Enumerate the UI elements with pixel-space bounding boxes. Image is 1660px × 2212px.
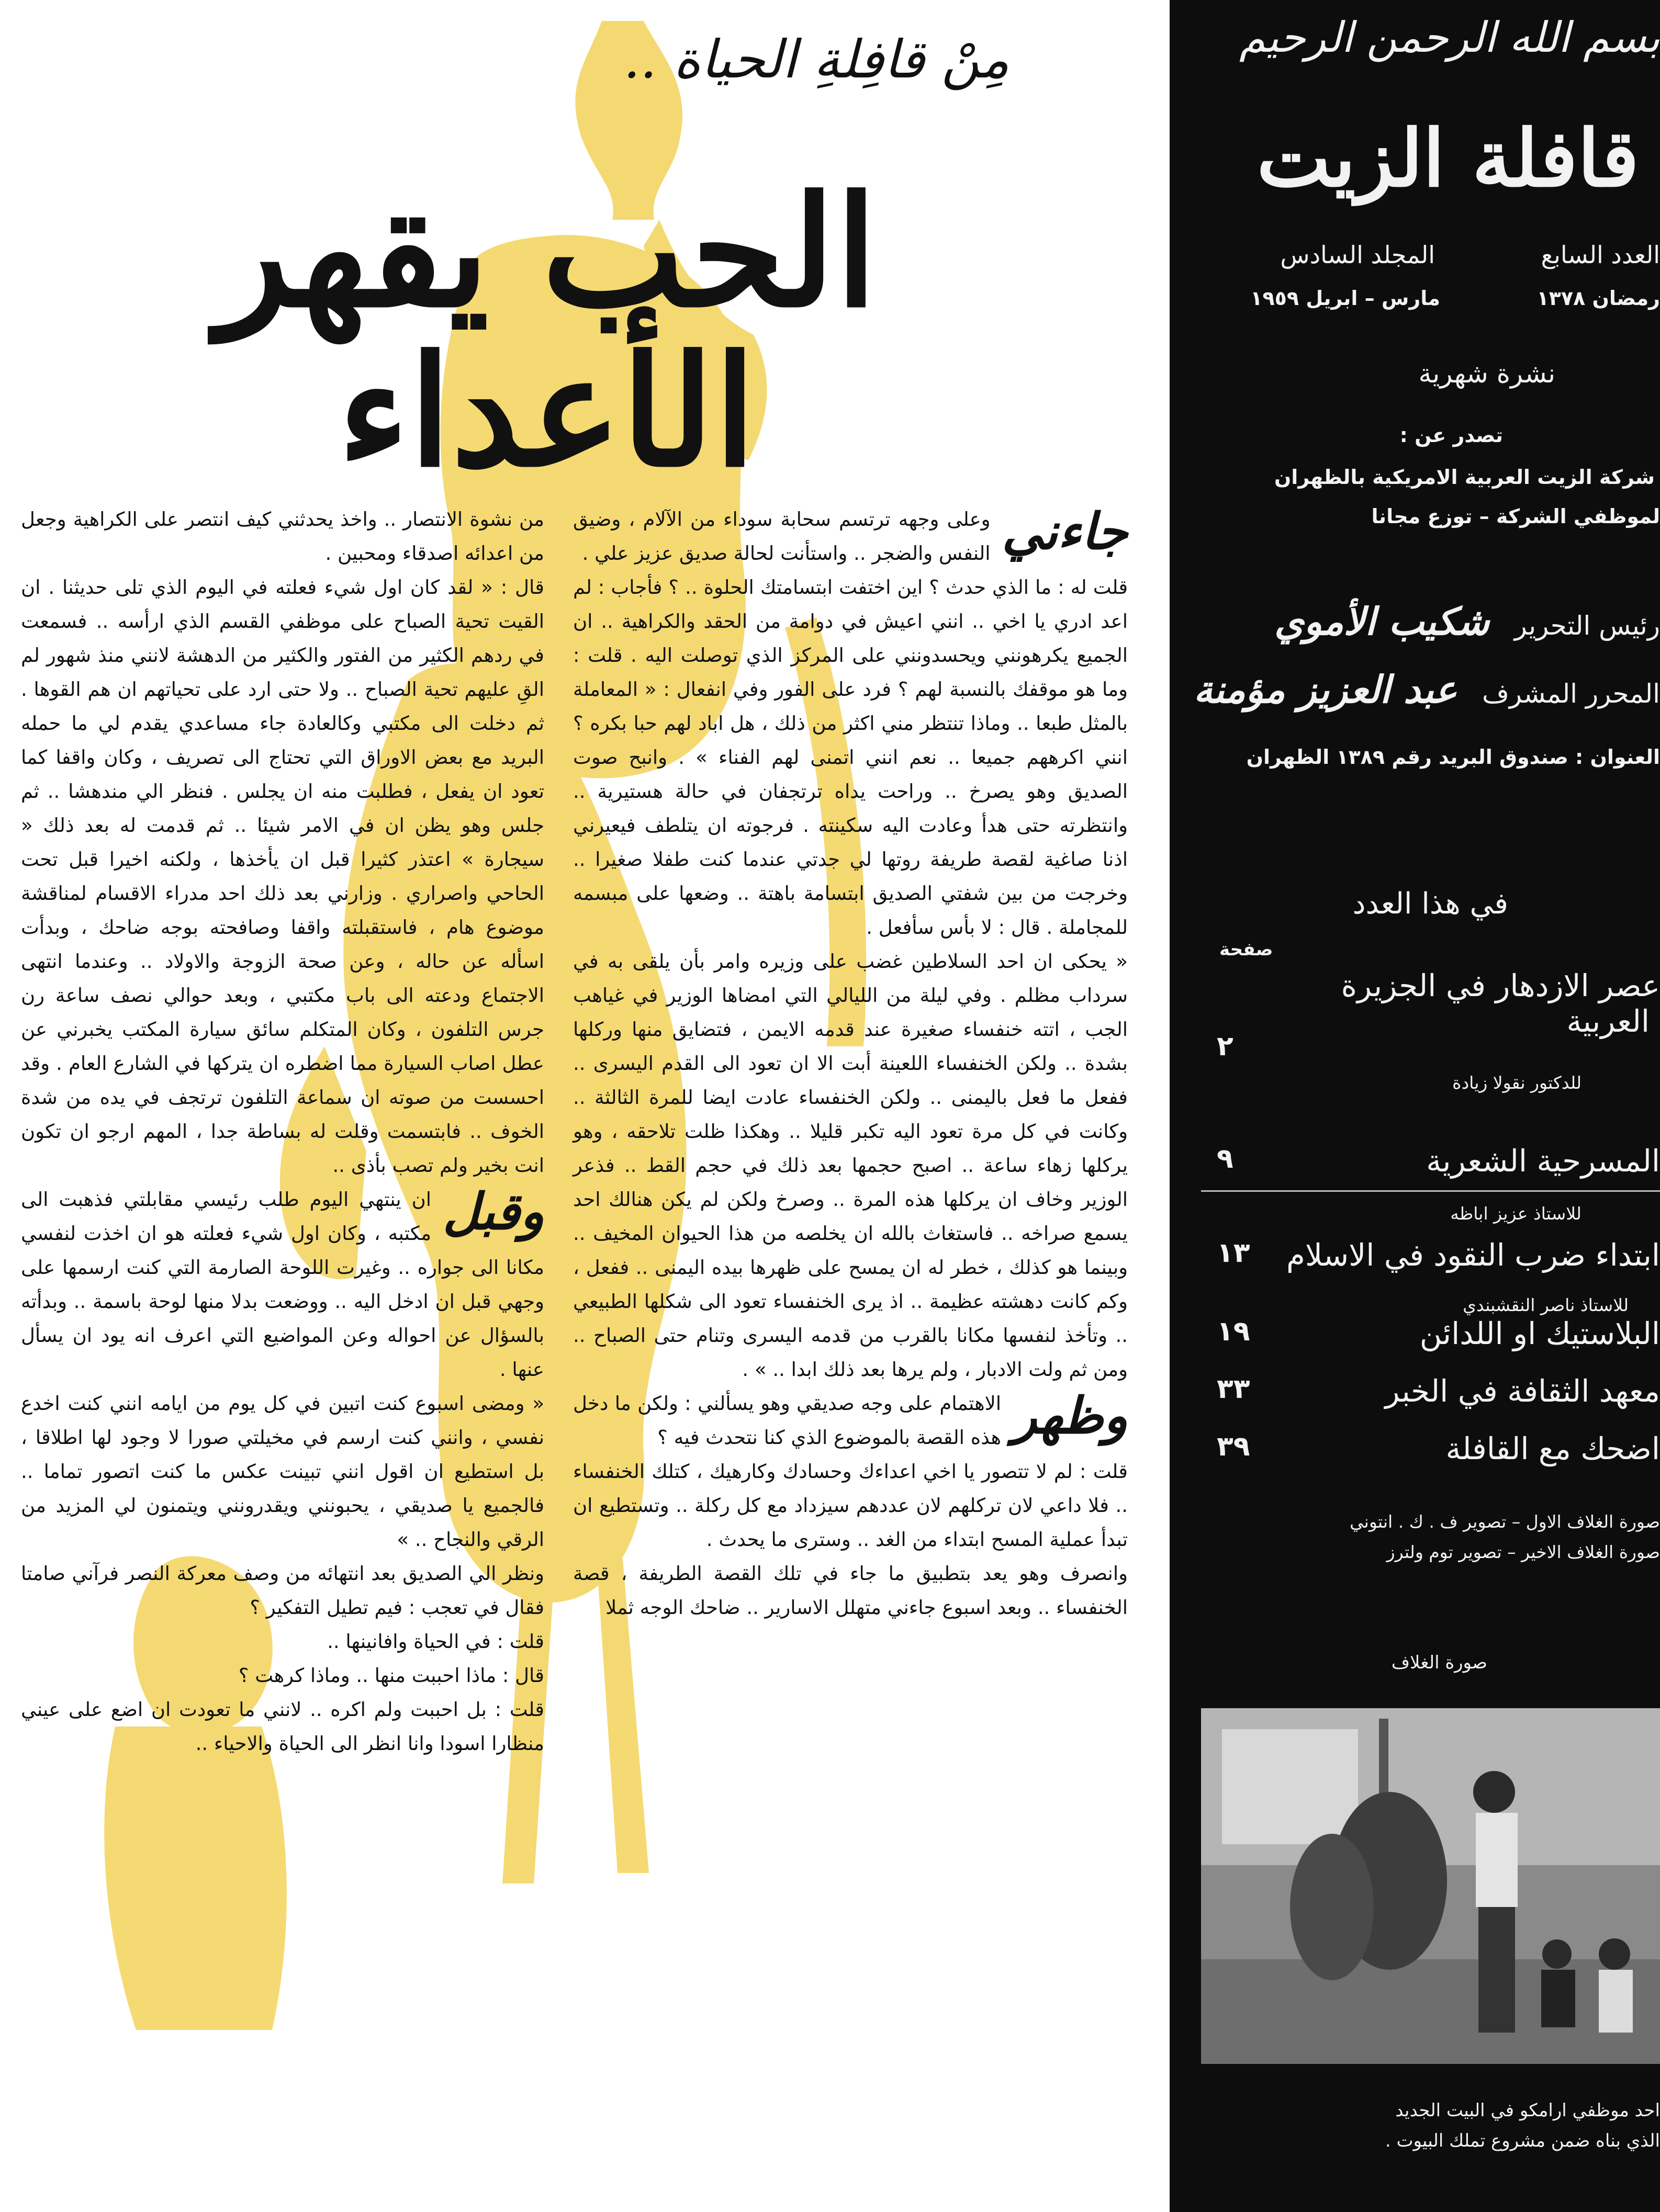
article-headline: الحب يقهر الأعداء (216, 163, 878, 501)
toc-entry[interactable] (1170, 968, 1660, 1093)
toc-title-cont: العربية (1566, 1003, 1650, 1039)
caption-line-2: الذي بناه ضمن مشروع تملك البيوت . (1385, 2130, 1660, 2151)
toc-title: ابتداء ضرب النقود في الاسلام (1286, 1237, 1660, 1273)
toc-title: معهد الثقافة في الخبر (1385, 1373, 1660, 1409)
magazine-title: قافلة الزيت (1257, 112, 1639, 205)
published-by-label: تصدر عن : (1399, 424, 1503, 447)
toc-author: للاستاذ ناصر النقشبندي (1463, 1295, 1629, 1315)
toc-entry[interactable] (1170, 1431, 1660, 1466)
paragraph: وعلى وجهه ترتسم سحابة سوداء من الآلام ، وضيق النفس والضجر .. واستأنت لحالة صديق عزيز علي . (573, 508, 991, 565)
editor-label: رئيس التحرير (1514, 611, 1660, 641)
distribution-note: لموظفي الشركة – توزع مجانا (1371, 505, 1660, 528)
editor-row (1274, 599, 1660, 644)
frequency: نشرة شهرية (1418, 358, 1555, 389)
paragraph: قال : « لقد كان اول شيء فعلته في اليوم الذي تلى حديثنا . ان القيت تحية الصباح على موظفي القسم الذي ارأسه .. فسمعت في ردهم الكثير من الفتور والكثير من الدهشة لانني منذ شهور لم القِ عليهم تحية الصباح .. ولا حتى ارد على تحياتهم ان هم القوها . ثم دخلت الى مكتبي وكالعادة جاء مساعدي يقدم لي ما حمله البريد مع بعض الاوراق التي تحتاج الى تصريف ، وكان واقفا كما تعود ان يفعل ، فطلبت منه ان يجلس . فنظر الي مندهشا .. ثم جلس وهو يظن ان في الامر شيئا .. ثم قدمت له بعد ذلك « سيجارة » اعتذر كثيرا قبل ان يأخذها ، ولكنه اخيرا قبل تحت الحاحي واصراري . وزارني بعد ذلك احد مدراء الاقسام لمناقشة موضوع هام ، فاستقبلته واقفا وصافحته بوجه ضاحك ، وبدأت اسأله عن حاله ، وعن صحة الزوجة والاولاد .. وعندما انتهى الاجتماع ودعته الى باب مكتبي ، وبعد حوالي نصف ساعة رن جرس التلفون ، وكان المتكلم سائق سيارة المكتب يخبرني عن عطل اصاب السيارة مما اضطره ان يتركها في الشارع العام . وقد احسست من صوته ان سماعة التلفون ترتجف في يده من شدة الخوف .. فابتسمت وقلت له بساطة جدا ، المهم ارجو ان تكون انت بخير ولم تصب بأذى .. (21, 576, 544, 1177)
volume-number: المجلد السادس (1280, 241, 1435, 269)
basmala: بسم الله الرحمن الرحيم (1239, 13, 1660, 62)
postal-address: العنوان : صندوق البريد رقم ١٣٨٩ الظهران (1246, 746, 1660, 769)
publisher: شركة الزيت العربية الامريكية بالظهران (1274, 466, 1655, 489)
dropcap-1: جاءني (1002, 502, 1128, 561)
supervisor-label: المحرر المشرف (1482, 679, 1660, 709)
issue-number: العدد السابع (1541, 241, 1660, 269)
caption-line-1: احد موظفي ارامكو في البيت الجديد (1395, 2100, 1660, 2121)
paragraph: « ومضى اسبوع كنت اتبين في كل يوم من ايامه انني كنت اخدع نفسي ، وانني كنت ارسم في مخيلتي صورا لا وجود لها اطلاقا ، بل استطيع ان اقول انني تبينت عكس ما كنت اتصور تماما .. فالجميع يا صديقي ، يحبونني ويقدرونني ويتمنون لي المزيد من الرقي والنجاح .. » (21, 1392, 544, 1551)
page-column-header: صفحة (1219, 939, 1273, 960)
paragraph: قلت : في الحياة وافانينها .. (327, 1630, 544, 1653)
credit-back-cover: صورة الغلاف الاخير – تصوير توم ولترز (1386, 1542, 1660, 1562)
toc-page: ٢ (1217, 1031, 1233, 1062)
paragraph: قلت : بل احببت ولم اكره .. لانني ما تعودت ان اضع على عيني منظارا اسودا وانا انظر الى الحياة والاحياء .. (21, 1698, 544, 1755)
toc-author: للاستاذ عزيز اباظه (1450, 1203, 1582, 1224)
cover-photo-caption (1191, 2095, 1660, 2156)
paragraph: ونظر الي الصديق بعد انتهائه من وصف معركة النصر فرآني صامتا فقال في تعجب : فيم تطيل التفكير ؟ (21, 1562, 544, 1619)
cover-photo (1201, 1708, 1660, 2064)
toc-divider (1201, 1190, 1660, 1192)
editor-name: شكيب الأموي (1274, 599, 1489, 644)
contents-title: في هذا العدد (1352, 887, 1508, 921)
dropcap-3: وقبل (443, 1182, 544, 1241)
paragraph: قلت له : ما الذي حدث ؟ اين اختفت ابتسامتك الحلوة .. ؟ فأجاب : لم اعد ادري يا اخي .. انني اعيش في دوامة من الحقد والكراهية .. ان الجميع يكرهونني ويحسدونني على المركز الذي توصلت اليه . قلت : وما هو موقفك بالنسبة لهم ؟ فرد على الفور وفي انفعال : « المعاملة بالمثل طبعا .. وماذا تنتظر مني اكثر من ذلك ، هل اباد لهم حبا بكره ؟ انني اكرههم جميعا .. نعم انني اتمنى لهم الفناء » . وانبح صوت الصديق وهو يصرخ .. وراحت يداه ترتجفان في حالة هستيرية .. وانتظرته حتى هدأ وعادت اليه سكينته . فرجوته ان يتلطف فيعيرني اذنا صاغية لقصة طريفة روتها لي جدتي عندما كنت طفلا صغيرا .. وخرجت من بين شفتي الصديق ابتسامة باهتة .. وضعها على مبسمه للمجاملة . قال : لا بأس سأفعل . (573, 576, 1128, 939)
credit-front-cover: صورة الغلاف الاول – تصوير ف . ك . انتوني (1350, 1511, 1660, 1532)
toc-entry[interactable] (1170, 1373, 1660, 1409)
dropcap-2: وظهر (1013, 1386, 1128, 1445)
toc-page: ١٣ (1217, 1237, 1250, 1269)
cover-photo-label: صورة الغلاف (1391, 1652, 1487, 1673)
toc-author: للدكتور نقولا زيادة (1452, 1073, 1582, 1093)
article-column-left (21, 502, 544, 1760)
paragraph: الاهتمام على وجه صديقي وهو يسألني : ولكن ما دخل هذه القصة بالموضوع الذي كنا نتحدث فيه ؟ (573, 1392, 1002, 1449)
paragraph: قلت : لم لا تتصور يا اخي اعداءك وحسادك وكارهيك ، كتلك الخنفساء .. فلا داعي لان تركلهم لان عددهم سيزداد مع كل ركلة .. وتستطيع ان تبدأ عملية المسح ابتداء من الغد .. وسترى ما يحدث . (573, 1460, 1128, 1551)
toc-title: عصر الازدهار في الجزيرة (1341, 968, 1660, 1003)
paragraph: ان ينتهي اليوم طلب رئيسي مقابلتي فذهبت الى مكتبه ، وكان اول شيء فعلته هو ان اخذت لنفسي مكانا الى جواره .. وغيرت اللوحة الصارمة التي كنت ارسمها على وجهي قبل ان ادخل اليه .. ووضعت بدلا منها لوحة باسمة .. وبدأته بالسؤال عن احواله وعن المواضيع التي اعرف انه يود ان يسأل عنها . (21, 1188, 544, 1381)
toc-title: المسرحية الشعرية (1426, 1143, 1660, 1179)
masthead-panel (1170, 0, 1660, 2212)
series-title: مِنْ قافِلةِ الحياة .. (623, 29, 1010, 90)
gregorian-date: مارس – ابريل ١٩٥٩ (1250, 287, 1440, 310)
article-column-right (573, 502, 1128, 1624)
photo-credits (1191, 1507, 1660, 1567)
toc-page: ٣٣ (1217, 1373, 1250, 1405)
toc-title: البلاستيك او اللدائن (1419, 1316, 1660, 1351)
toc-page: ١٩ (1217, 1316, 1250, 1347)
paragraph: وانصرف وهو يعد بتطبيق ما جاء في تلك القصة الطريفة ، قصة الخنفساء .. وبعد اسبوع جاءني متهلل الاسارير .. ضاحك الوجه ثملا (573, 1562, 1128, 1619)
supervisor-name: عبد العزيز مؤمنة (1193, 667, 1457, 712)
toc-entry[interactable] (1170, 1237, 1660, 1315)
toc-page: ٩ (1217, 1143, 1233, 1175)
toc-entry[interactable] (1170, 1143, 1660, 1224)
paragraph: قال : ماذا احببت منها .. وماذا كرهت ؟ (238, 1664, 544, 1687)
toc-page: ٣٩ (1217, 1431, 1250, 1462)
toc-entry[interactable] (1170, 1316, 1660, 1351)
supervisor-row (1194, 667, 1660, 712)
hijri-date: رمضان ١٣٧٨ (1536, 287, 1660, 310)
paragraph: « يحكى ان احد السلاطين غضب على وزيره وامر بأن يلقى به في سرداب مظلم . وفي ليلة من الليالي التي امضاها الوزير في غياهب الجب ، اتته خنفساء صغيرة عند قدمه الايمن ، فتضايق منها وركلها بشدة .. ولكن الخنفساء اللعينة أبت الا ان تعود الى القدم اليسرى .. ففعل ما فعل باليمنى .. ولكن الخنفساء عادت ايضا للمرة الثالثة .. وكانت في كل مرة تعود اليه تكبر قليلا .. وهكذا ظلت تلاحقه ، وهو يركلها زهاء ساعة .. اصبح حجمها بعد ذلك في حجم القط .. فذعر الوزير وخاف ان يركلها هذه المرة .. وصرخ ولكن لم يكن هنالك احد يسمع صراخه .. فاستغاث بالله ان يخلصه من هذا الحيوان المخيف .. وبينما هو كذلك ، خطر له ان يمسح على ظهرها بيده اليمنى .. ففعل ، وكم كانت دهشته عظيمة .. اذ يرى الخنفساء تعود الى شكلها الطبيعي .. وتأخذ لنفسها مكانا بالقرب من قدمه اليسرى وتنام حتى الصباح .. ومن ثم ولت الادبار ، ولم يرها بعد ذلك ابدا .. » . (573, 950, 1128, 1381)
paragraph: من نشوة الانتصار .. واخذ يحدثني كيف انتصر على الكراهية وجعل من اعدائه اصدقاء ومحبين . (21, 508, 544, 565)
toc-title: اضحك مع القافلة (1445, 1431, 1660, 1466)
